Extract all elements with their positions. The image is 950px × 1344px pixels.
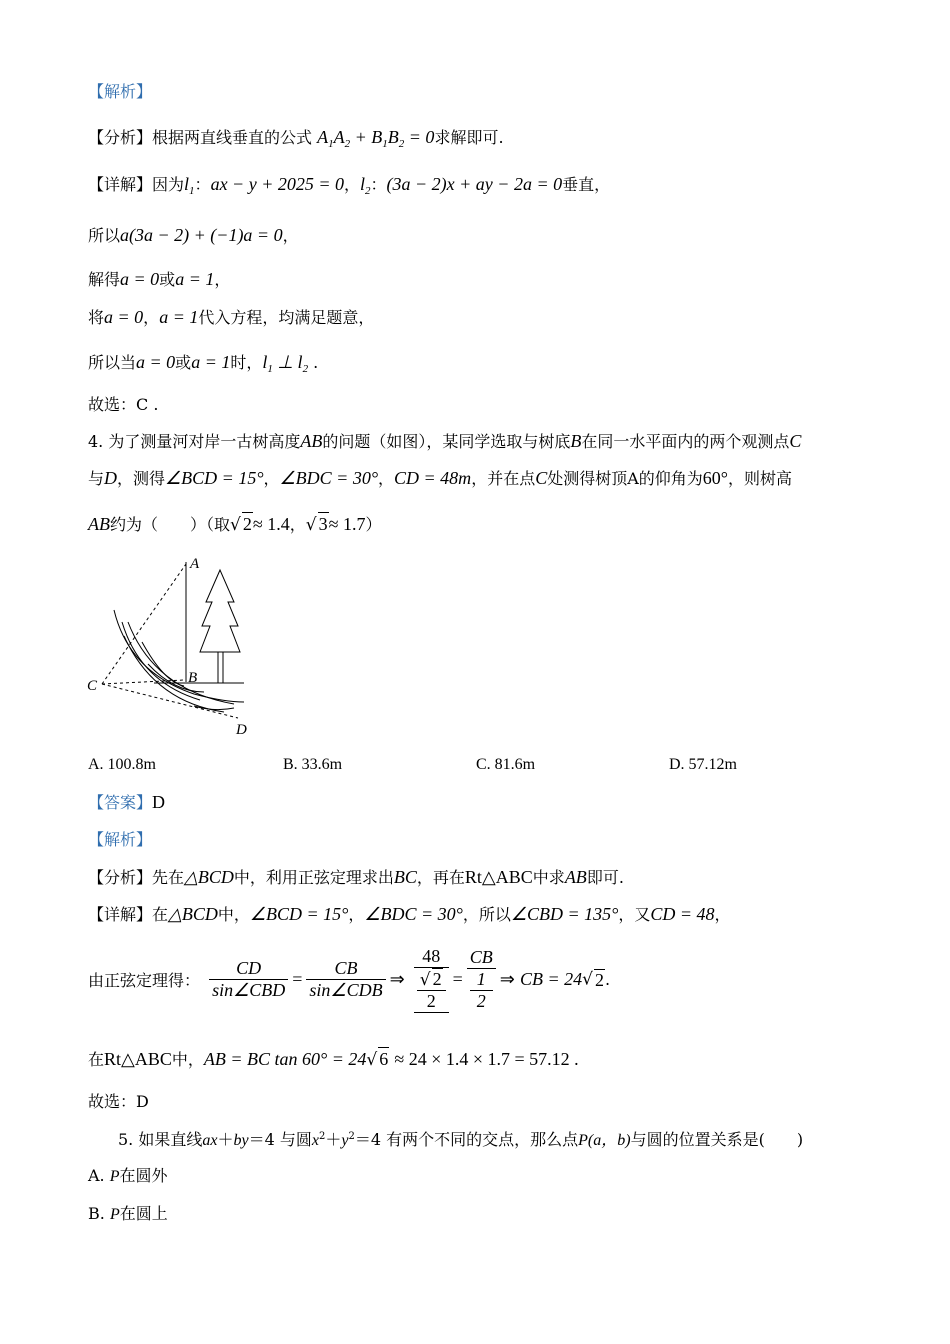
q4-analysis-line (88, 866, 624, 889)
q4-an-c: ，再在 (416, 868, 465, 887)
q5-optB-p: P (109, 1206, 120, 1223)
q5-ab: (a，b) (587, 1132, 631, 1149)
q4-c-2: C (535, 468, 548, 488)
q5-l: 与圆的位置关系是( ) (630, 1130, 804, 1149)
q5-optB-text: 在圆上 (119, 1204, 168, 1223)
step4-end: ， (214, 270, 231, 289)
q4-text-c: 在同一水平面内的两个观测点 (581, 432, 790, 451)
step-line-4 (88, 268, 230, 291)
frac-cb-half: CB 1 2 (467, 947, 496, 1012)
label-a: A (190, 556, 200, 572)
q4-angle-bcd: ∠BCD = 15° (165, 468, 264, 488)
answer-line (88, 791, 165, 814)
option-c[interactable]: C. 81.6m (476, 756, 536, 773)
label-c: C (87, 678, 98, 694)
frac-48: $\frac{48}{\frac{√ 2}{2}}$ (414, 946, 449, 1013)
q5-i: ＝4 有两个不同的交点，那么点 (354, 1130, 579, 1149)
l1-symbol: $l_1$ (184, 174, 195, 197)
q4-l2-d: 处测得树顶A的仰角为 (547, 469, 703, 488)
sqrt-icon: √ (366, 1050, 378, 1070)
q4-det-c: ，所以 (462, 905, 511, 924)
q4-approx-2: ≈ 1.7 (328, 514, 366, 534)
step4-eq1: a = 0 (120, 269, 160, 289)
line-ca (102, 564, 186, 684)
analysis-suffix: 求解即可. (434, 128, 504, 147)
rt-prefix: 在 (88, 1050, 105, 1069)
q4-l2-c: ，并在点 (471, 469, 536, 488)
step5-prefix: 将 (88, 308, 105, 327)
q5-optA-text: 在圆外 (119, 1166, 168, 1185)
sqrt-icon: √ (230, 515, 241, 535)
q5-e: ＝4 与圆 (248, 1130, 312, 1149)
answer-tag: 【答案】 (88, 793, 153, 812)
law-of-sines-line: 由正弦定理得： $\frac{CD}{\text{sin∠CBD}}$ = $\frac{CB}{\text{sin∠CDB}}$ ⇒ $\frac{48}{\frac{√ 2}{2}}$ = CB 1 2 ⇒ CB = 24√ 2. (88, 946, 611, 1011)
step-line-5: 将a = 0，a = 1代入方程，均满足题意， (88, 307, 375, 327)
q4-an-e: 即可. (586, 868, 624, 887)
rt-tail: ≈ 24 × 1.4 × 1.7 = 57.12 . (394, 1049, 579, 1069)
line-cd (102, 684, 238, 718)
q4-approx-1: ≈ 1.4 (252, 514, 290, 534)
step5-suffix: 代入方程，均满足题意， (198, 308, 375, 327)
step-line-6: 所以当a = 0或a = 1时，$l_1$ ⊥ $l_2$ . (88, 352, 319, 375)
q4-text-b: 的问题（如图），某同学选取与树底 (322, 432, 571, 451)
q4-tri-bcd-2: △BCD (168, 904, 218, 924)
step4-prefix: 解得 (88, 270, 121, 289)
frac-cb: $\frac{CB}{\text{sin∠CDB}}$ (306, 958, 385, 1001)
section-tag-jiexi: 【解析】 (88, 82, 153, 101)
eq-l1: ax − y + 2025 = 0 (210, 174, 344, 194)
q4-angle-60: 60° (702, 468, 728, 488)
q4-det-ang1: ∠BCD = 15° (249, 904, 349, 924)
step3-eq: a(3a − 2) + (−1)a = 0 (120, 225, 283, 245)
q4-stem-line-2: 与D，测得∠BCD = 15°，∠BDC = 30°，CD = 48m，并在点C处测得树顶A的仰角为60°，则树高 (88, 468, 792, 488)
q5-option-a[interactable] (88, 1165, 168, 1188)
step3-end: ， (282, 226, 299, 245)
q5-plus-1: ＋ (217, 1130, 234, 1149)
law-result: CB = 24 (519, 969, 583, 989)
q4-l2-a: 与 (88, 469, 105, 488)
q5-optA-p: P (109, 1168, 120, 1185)
detail-because: 因为 (152, 175, 185, 194)
rt-mid: 中， (171, 1050, 204, 1069)
choice-line-2: 故选：D (88, 1092, 149, 1111)
q4-l3-end: ） (365, 515, 382, 534)
analysis-text: 根据两直线垂直的公式 (152, 128, 313, 147)
q4-l2-b: ，测得 (117, 469, 166, 488)
q4-stem-line-3: AB约为（ ）（取√ 2≈ 1.4，√ 3≈ 1.7） (88, 514, 382, 535)
step6-eq2: a = 1 (191, 352, 231, 372)
q4-bc: BC (393, 867, 417, 887)
rt-eq: AB = BC tan 60° = 24 (203, 1049, 367, 1069)
q4-det-e: ， (714, 905, 731, 924)
perp-result: $l_1$ ⊥ $l_2$ (262, 352, 309, 375)
q5-a: 5. 如果直线 (118, 1130, 203, 1149)
detail-line: 【详解】因为$l_1$：ax − y + 2025 = 0，$l_2$：(3a − 2)x + ay − 2a = 0垂直， (88, 174, 611, 197)
q5-p: P (578, 1132, 588, 1149)
q4-explain-tag: 【解析】 (88, 830, 153, 849)
step3-prefix: 所以 (88, 226, 121, 245)
step6-eq1: a = 0 (136, 352, 176, 372)
q4-an-a: 先在 (152, 868, 185, 887)
q4-detail-tag: 【详解】 (88, 905, 153, 924)
q5-optB-label: B. (88, 1204, 105, 1223)
q4-ab: AB (300, 431, 323, 451)
river-bank-1 (114, 610, 244, 702)
frac-cd: $\frac{CD}{\text{sin∠CBD}}$ (209, 958, 288, 1001)
label-d: D (236, 722, 247, 738)
answer-value: D (152, 792, 166, 812)
sqrt-2: 2 (242, 514, 252, 534)
q4-detail-line: 【详解】在△BCD中，∠BCD = 15°，∠BDC = 30°，所以∠CBD = 135°，又CD = 48， (88, 904, 731, 924)
q4-an-d: 中求 (532, 868, 565, 887)
q4-d: D (104, 468, 118, 488)
detail-tag: 【详解】 (88, 175, 153, 194)
q4-analysis-tag: 【分析】 (88, 868, 153, 887)
sqrt-icon: √ (305, 515, 317, 535)
q4-det-a: 在 (152, 905, 169, 924)
step5-eq2: a = 1 (159, 307, 199, 327)
option-a[interactable]: A. 100.8m (88, 756, 156, 773)
rt-abc: Rt△ABC (104, 1049, 172, 1069)
option-d[interactable]: D. 57.12m (669, 756, 737, 773)
q4-l3-a: 约为（ ）（取 (110, 515, 231, 534)
label-b: B (188, 670, 198, 686)
q5-by: by (233, 1132, 249, 1149)
step-line-3 (88, 224, 299, 247)
option-b[interactable]: B. 33.6m (283, 756, 343, 773)
rt-line: 在Rt△ABC中，AB = BC tan 60° = 24√ 6 ≈ 24 × 1.4 × 1.7 = 57.12 . (88, 1049, 579, 1070)
tree-icon (200, 570, 240, 683)
choice-line-1: 故选：C . (88, 395, 159, 414)
detail-suffix: 垂直， (562, 175, 611, 194)
q5-x: x (311, 1132, 319, 1149)
q4-angle-bdc: ∠BDC = 30° (279, 468, 379, 488)
q4-cd: CD = 48m (394, 468, 472, 488)
l2-symbol: $l_2$ (360, 174, 371, 197)
sqrt-3: 3 (318, 514, 328, 534)
eq-l2: (3a − 2)x + ay − 2a = 0 (386, 174, 563, 194)
q5-ax: ax (202, 1132, 218, 1149)
q5-y: y (341, 1132, 349, 1149)
q4-figure (84, 552, 264, 742)
q4-l2-e: ，则树高 (727, 469, 792, 488)
analysis-line (88, 126, 504, 155)
river-bank-2 (122, 622, 200, 700)
q5-plus-2: ＋ (325, 1130, 342, 1149)
q4-det-d: ，又 (618, 905, 651, 924)
q4-ab-3: AB (564, 867, 587, 887)
sqrt-icon: √ (582, 969, 593, 990)
formula-perp: $A_1A_2 + B_1B_2 = 0$ (317, 127, 435, 150)
q4-c: C (789, 431, 802, 451)
q5-option-b[interactable] (88, 1203, 168, 1226)
step4-eq2: a = 1 (175, 269, 215, 289)
step6-when: 时， (230, 353, 263, 372)
q4-ab-2: AB (88, 514, 110, 534)
q5-stem: 5. 如果直线ax＋by＝4 与圆$x^2+y^2=4$ 有两个不同的交点，那么点P(a，b)与圆的位置关系是( ) (118, 1130, 804, 1149)
step6-or: 或 (175, 353, 192, 372)
analysis-tag: 【分析】 (88, 128, 153, 147)
q4-det-b: 中， (217, 905, 250, 924)
q4-det-ang2: ∠BDC = 30° (364, 904, 463, 924)
q4-stem-line-1 (88, 430, 801, 453)
q4-det-cd: CD = 48 (650, 904, 715, 924)
q5-optA-label: A. (88, 1166, 105, 1185)
law-prefix: 由正弦定理得： (88, 971, 201, 990)
step4-or: 或 (159, 270, 176, 289)
q4-text-a: 4. 为了测量河对岸一古树高度 (88, 432, 301, 451)
step6-prefix: 所以当 (88, 353, 137, 372)
q4-an-b: 中，利用正弦定理求出 (233, 868, 394, 887)
q4-rt-abc: Rt△ABC (464, 867, 533, 887)
q4-tri-bcd: △BCD (184, 867, 234, 887)
law-end: . (604, 970, 611, 989)
river-bank-4 (124, 636, 224, 712)
q4-b: B (570, 431, 582, 451)
step5-eq1: a = 0 (104, 307, 144, 327)
q4-det-ang3: ∠CBD = 135° (510, 904, 619, 924)
